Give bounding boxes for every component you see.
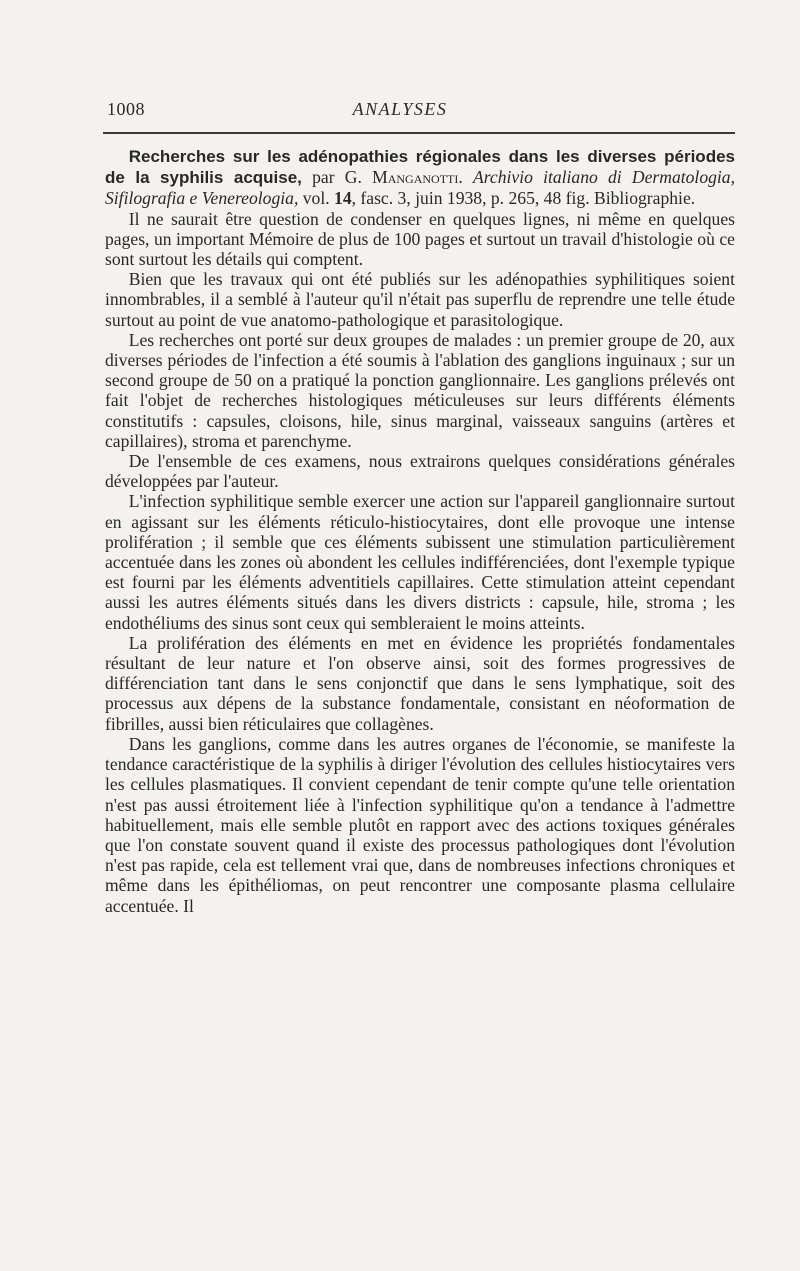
article-body xyxy=(105,146,735,916)
running-title: ANALYSES xyxy=(352,99,448,119)
header-rule xyxy=(103,132,735,134)
entry-after-author: . xyxy=(458,167,473,188)
page-number: 1008 xyxy=(107,99,145,119)
entry-journal: Archivio italiano di Dermatologia, Sifilografia e Venereologia, xyxy=(105,167,735,209)
paragraph-2: Bien que les travaux qui ont été publiés sur les adénopathies syphilitiques soient innombrables, il a semblé à l'auteur qu'il n'était pas superflu de reprendre une telle étude surtout au point de vue anatomo-pathologique et parasitologique. xyxy=(105,269,735,330)
entry-details: , fasc. 3, juin 1938, p. 265, 48 fig. Bibliographie. xyxy=(351,188,696,209)
entry-title: Recherches sur les adénopathies régionales dans les diverses périodes de la syphilis acquise, xyxy=(105,147,735,188)
paragraph-7: Dans les ganglions, comme dans les autres organes de l'économie, se manifeste la tendance caractéristique de la syphilis à diriger l'évolution des cellules histiocytaires vers les cellules plasmatiques. Il convient cependant de tenir compte qu'une telle orientation n'est pas aussi étroitement liée à l'infection syphilitique qu'on a tendance à l'admettre habituellement, mais elle semble plutôt en rapport avec des actions toxiques générales que l'on constate souvent quand il existe des processus pathologiques dont l'évolution n'est pas rapide, cela est tellement vrai que, dans de nombreuses infections chroniques et même dans les épithéliomas, on peut rencontrer une composante plasma cellulaire accentuée. Il xyxy=(105,733,735,916)
paragraph-4: De l'ensemble de ces examens, nous extrairons quelques considérations générales développées par l'auteur. xyxy=(105,451,735,492)
entry-volume: 14 xyxy=(334,188,352,209)
paragraph-1: Il ne saurait être question de condenser en quelques lignes, ni même en quelques pages, un important Mémoire de plus de 100 pages et surtout un travail d'histologie où ce sont surtout les détails qui comptent. xyxy=(105,208,735,270)
paragraph-6: La prolifération des éléments en met en évidence les propriétés fondamentales résultant de leur nature et l'on observe ainsi, soit des formes progressives de différenciation tant dans le sens conjonctif que dans le sens lymphatique, soit des processus aux dépens de la substance fondamentale, consistant en néoformation de fibrilles, aussi bien réticulaires que collagènes. xyxy=(105,632,735,734)
entry-author: Manganotti xyxy=(372,167,459,188)
entry-by: par G. xyxy=(301,167,373,188)
bibliographic-entry xyxy=(105,146,735,209)
paragraph-5: L'infection syphilitique semble exercer une action sur l'appareil ganglionnaire surtout en agissant sur les éléments réticulo-histiocytaires, dont elle provoque une intense prolifération ; il semble que ces éléments subissent une stimulation particulièrement accentuée dans les zones où abondent les cellules indifférenciées, dont l'exemple typique est fourni par les éléments adventitiels capillaires. Cette stimulation atteint cependant aussi les autres éléments situés dans les divers districts : capsule, hile, stroma ; les endothéliums des sinus sont ceux qui sembleraient le moins atteints. xyxy=(105,491,735,633)
paragraph-3: Les recherches ont porté sur deux groupes de malades : un premier groupe de 20, aux diverses périodes de l'infection a été soumis à l'ablation des ganglions inguinaux ; sur un second groupe de 50 on a pratiqué la ponction ganglionnaire. Les ganglions prélevés ont fait l'objet de recherches histologiques méticuleuses sur leurs différents éléments constitutifs : capsules, cloisons, hile, sinus marginal, vaisseaux sanguins (artères et capillaires), stroma et parenchyme. xyxy=(105,329,735,451)
entry-vol-prefix: vol. xyxy=(298,188,335,209)
